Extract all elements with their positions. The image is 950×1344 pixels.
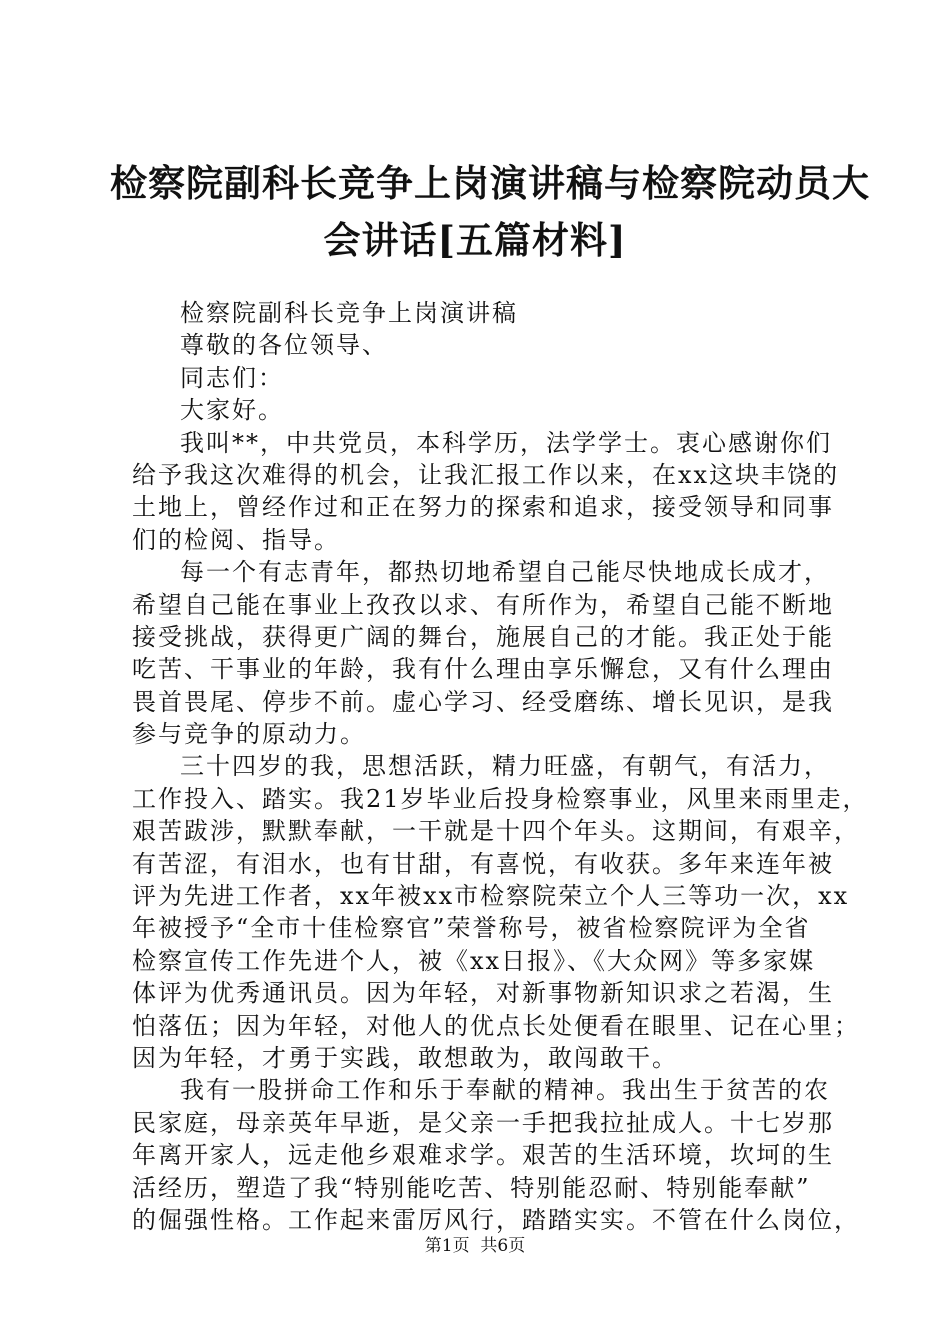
text-line: 们的检阅、指导。 <box>132 525 340 554</box>
text-line: 大家好。 <box>180 396 284 425</box>
text-line: 评为先进工作者，xx年被xx市检察院荣立个人三等功一次，xx <box>132 882 850 911</box>
text-line: 每一个有志青年，都热切地希望自己能尽快地成长成才， <box>180 558 830 587</box>
document-body <box>132 297 869 1236</box>
text-line: 因为年轻，才勇于实践，敢想敢为，敢闯敢干。 <box>132 1043 678 1072</box>
text-line: 的倔强性格。工作起来雷厉风行，踏踏实实。不管在什么岗位， <box>132 1205 860 1234</box>
document-title-line-1: 检察院副科长竞争上岗演讲稿与检察院动员大 <box>110 161 870 205</box>
text-line: 年被授予“全市十佳检察官”荣誉称号，被省检察院评为全省 <box>132 914 811 943</box>
text-line: 工作投入、踏实。我21岁毕业后投身检察事业，风里来雨里走， <box>132 784 869 813</box>
text-line: 接受挑战，获得更广阔的舞台，施展自己的才能。我正处于能 <box>132 622 834 651</box>
text-line: 活经历，塑造了我“特别能吃苦、特别能忍耐、特别能奉献” <box>132 1173 811 1202</box>
text-line: 艰苦跋涉，默默奉献，一干就是十四个年头。这期间，有艰辛， <box>132 817 860 846</box>
text-line: 给予我这次难得的机会，让我汇报工作以来，在xx这块丰饶的 <box>132 460 840 489</box>
text-line: 我叫**，中共党员，本科学历，法学学士。衷心感谢你们 <box>180 428 832 457</box>
text-line: 土地上，曾经作过和正在努力的探索和追求，接受领导和同事 <box>132 493 834 522</box>
text-line: 三十四岁的我，思想活跃，精力旺盛，有朝气，有活力， <box>180 752 830 781</box>
text-line: 检察宣传工作先进个人，被《xx日报》、《大众网》等多家媒 <box>132 946 816 975</box>
page-footer: 第1页 共6页 <box>424 1236 526 1256</box>
text-line: 参与竞争的原动力。 <box>132 720 366 749</box>
text-line: 民家庭，母亲英年早逝，是父亲一手把我拉扯成人。十七岁那 <box>132 1108 834 1137</box>
text-line: 检察院副科长竞争上岗演讲稿 <box>180 299 518 327</box>
text-line: 同志们： <box>180 363 284 392</box>
text-line: 尊敬的各位领导、 <box>180 331 388 360</box>
text-line: 畏首畏尾、停步不前。虚心学习、经受磨练、增长见识，是我 <box>132 687 834 716</box>
text-line: 吃苦、干事业的年龄，我有什么理由享乐懈怠，又有什么理由 <box>132 655 834 684</box>
text-line: 希望自己能在事业上孜孜以求、有所作为，希望自己能不断地 <box>132 590 834 619</box>
text-line: 我有一股拼命工作和乐于奉献的精神。我出生于贫苦的农 <box>180 1076 830 1105</box>
document-title-line-2: 会讲话[五篇材料] <box>323 218 627 262</box>
text-line: 年离开家人，远走他乡艰难求学。艰苦的生活环境，坎坷的生 <box>132 1141 834 1170</box>
text-line: 体评为优秀通讯员。因为年轻，对新事物新知识求之若渴，生 <box>132 979 834 1008</box>
text-line: 怕落伍；因为年轻，对他人的优点长处便看在眼里、记在心里； <box>132 1011 860 1040</box>
text-line: 有苦涩，有泪水，也有甘甜，有喜悦，有收获。多年来连年被 <box>132 849 834 878</box>
